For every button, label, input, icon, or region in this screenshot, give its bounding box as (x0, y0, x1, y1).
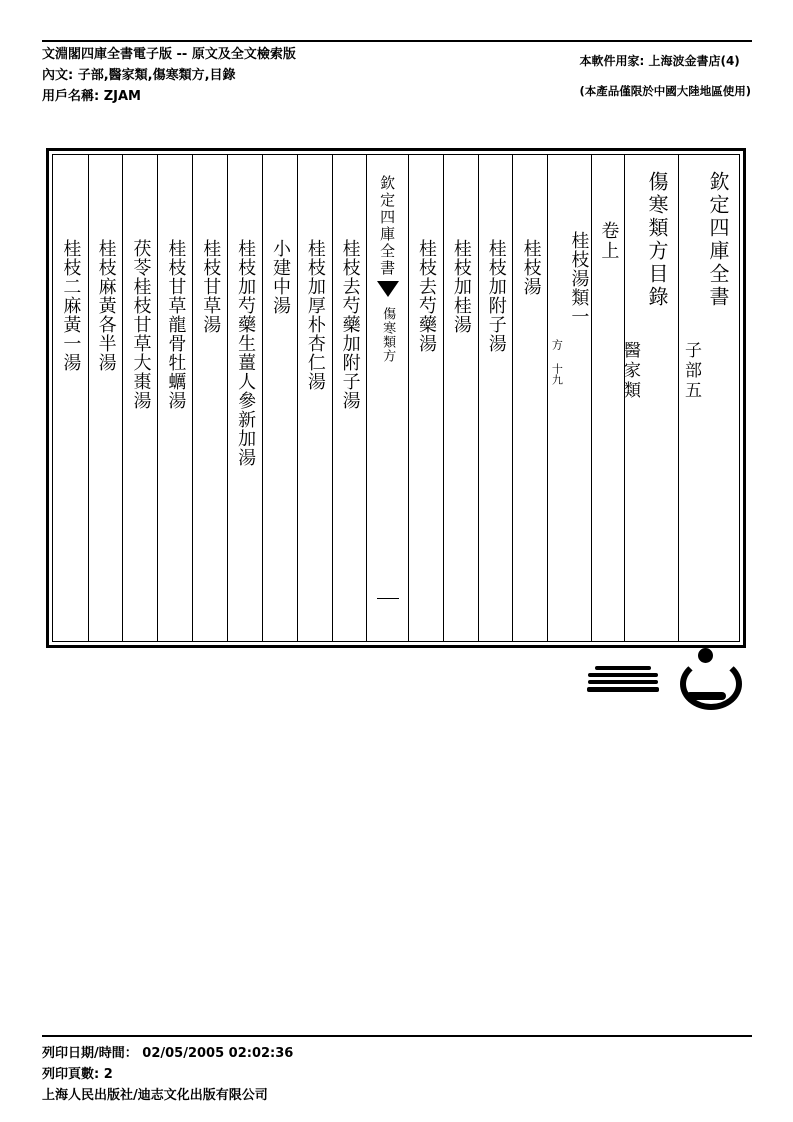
footer-info (42, 1043, 293, 1106)
book-category: 子部五 (681, 341, 701, 401)
entry-column[interactable] (297, 155, 332, 641)
toc-entry[interactable]: 桂枝湯 (520, 239, 542, 296)
entry-column[interactable] (192, 155, 227, 641)
column-volume (591, 155, 624, 641)
toc-entry[interactable]: 桂枝加桂湯 (450, 239, 472, 334)
toc-entry[interactable]: 小建中湯 (269, 239, 291, 315)
header-left-info (42, 44, 296, 107)
toc-entry[interactable]: 桂枝去芍藥湯 (416, 239, 438, 353)
entry-column[interactable] (122, 155, 157, 641)
text-columns (53, 155, 739, 641)
book-title: 欽定四庫全書 (706, 171, 730, 309)
publisher-line: 上海人民出版社/迪志文化出版有限公司 (42, 1088, 268, 1103)
section-title: 傷寒類方目錄 (645, 171, 669, 309)
header-divider (42, 40, 752, 42)
entry-column[interactable] (332, 155, 367, 641)
print-datetime: 列印日期/時間： 02/05/2005 02:02:36 (42, 1046, 294, 1061)
volume-label: 卷上 (598, 221, 620, 261)
column-center-fold (366, 155, 407, 641)
print-page-count: 列印頁數: 2 (42, 1067, 113, 1082)
scanned-page (46, 148, 746, 648)
toc-entry[interactable]: 茯苓桂枝甘草大棗湯 (130, 239, 152, 410)
toc-entry[interactable]: 桂枝去芍藥加附子湯 (339, 239, 361, 410)
center-rule (377, 598, 399, 599)
entry-column[interactable] (408, 155, 443, 641)
footer-divider (42, 1035, 752, 1037)
entry-column[interactable] (157, 155, 192, 641)
fish-tail-icon (377, 281, 399, 297)
entry-column[interactable] (88, 155, 123, 641)
center-book-title: 欽定四庫全書 (378, 175, 397, 277)
toc-entry[interactable]: 桂枝加附子湯 (485, 239, 507, 353)
entry-column[interactable] (227, 155, 262, 641)
toc-entry[interactable]: 桂枝甘草龍骨牡蠣湯 (165, 239, 187, 410)
category-name: 桂枝湯類一 (568, 231, 590, 326)
toc-entry[interactable]: 桂枝加厚朴杏仁湯 (304, 239, 326, 391)
section-category: 醫家類 (620, 341, 640, 401)
header-region-notice: (本產品僅限於中國大陸地區使用) (579, 84, 751, 98)
column-category-count (547, 155, 591, 641)
center-section-title: 傷寒類方 (380, 307, 396, 363)
page-header (0, 0, 793, 112)
entry-column[interactable] (512, 155, 547, 641)
header-content-line: 內文: 子部,醫家類,傷寒類方,目錄 (42, 68, 236, 83)
entry-column[interactable] (53, 155, 88, 641)
entry-column[interactable] (443, 155, 478, 641)
column-subtitle (620, 155, 678, 641)
entry-column[interactable] (478, 155, 513, 641)
round-seal-logo-icon (680, 648, 736, 704)
category-count-note: 方 十九 (550, 339, 564, 385)
header-licensee: 本軟件用家: 上海波金書店(4) (579, 54, 740, 68)
entry-column[interactable] (262, 155, 297, 641)
header-user-line: 用戶名稱: ZJAM (42, 89, 141, 104)
column-title (678, 155, 739, 641)
toc-entry[interactable]: 桂枝甘草湯 (200, 239, 222, 334)
header-right-info (579, 46, 751, 106)
toc-entry[interactable]: 桂枝二麻黃一湯 (60, 239, 82, 372)
toc-entry[interactable]: 桂枝加芍藥生薑人參新加湯 (235, 239, 257, 467)
header-product-line: 文淵閣四庫全書電子版 -- 原文及全文檢索版 (42, 47, 296, 62)
book-stripe-logo-icon (587, 660, 659, 698)
toc-entry[interactable]: 桂枝麻黃各半湯 (95, 239, 117, 372)
